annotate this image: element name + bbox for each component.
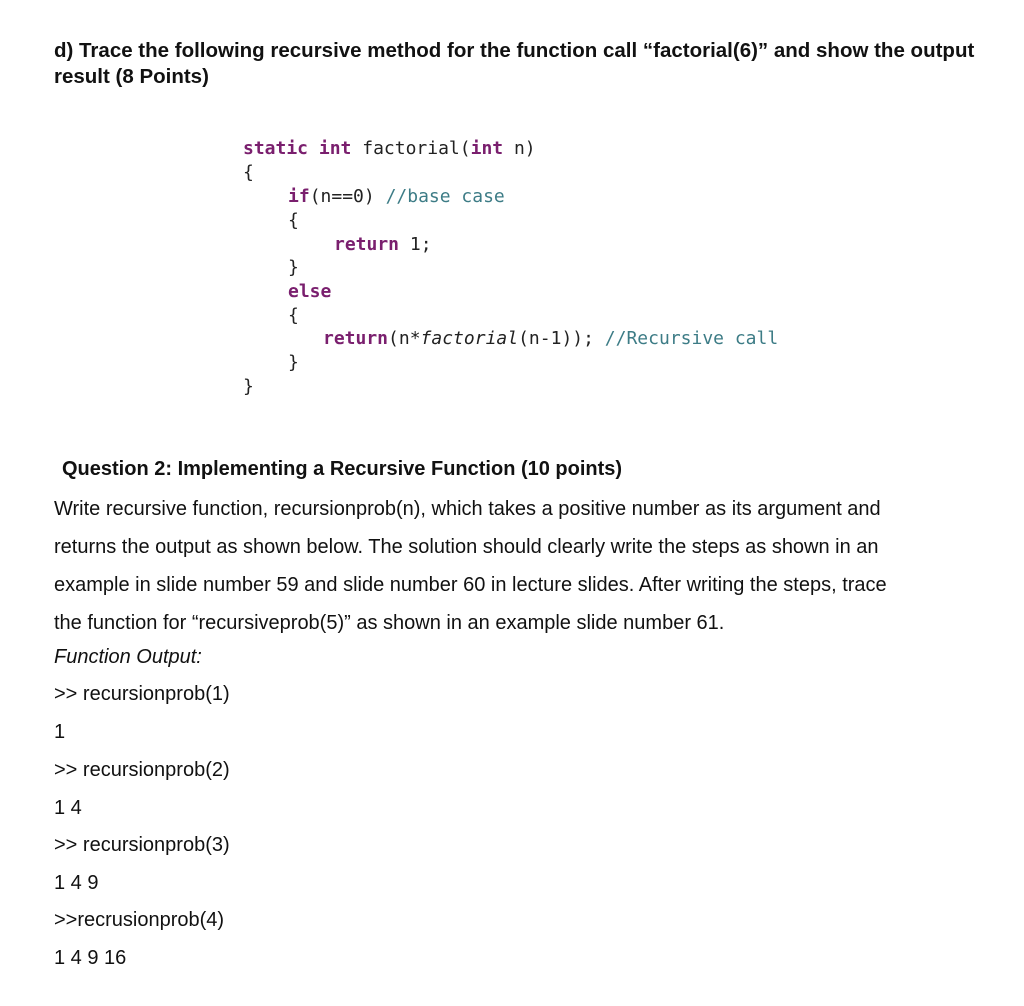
code-brace: } [288, 352, 299, 373]
code-keyword: return [334, 234, 400, 255]
output-command: >> recursionprob(3) [54, 834, 230, 856]
output-result: 1 4 9 [54, 872, 99, 894]
paragraph-line: returns the output as shown below. The solution should clearly write the steps as shown in an [54, 536, 879, 558]
code-keyword: else [288, 281, 332, 302]
code-brace: { [243, 162, 254, 183]
output-result: 1 4 9 16 [54, 947, 127, 969]
code-signature [243, 138, 536, 160]
code-keyword: if [288, 186, 310, 207]
output-result: 1 [54, 721, 66, 743]
output-command: >> recursionprob(2) [54, 759, 230, 781]
code-param: n) [513, 138, 536, 159]
code-function-name: factorial( [362, 138, 471, 159]
question-d-title: d) Trace the following recursive method for the function call “factorial(6)” and show the output result (8 Points) [54, 39, 975, 88]
code-keyword: static [243, 138, 309, 159]
code-if-line [288, 186, 505, 208]
code-value: 1; [409, 234, 432, 255]
code-keyword: int [470, 138, 504, 159]
code-brace: { [288, 210, 299, 231]
code-keyword: return [323, 328, 389, 349]
code-comment: //Recursive call [604, 328, 779, 349]
output-command: >> recursionprob(1) [54, 683, 230, 705]
question-2-title: Question 2: Implementing a Recursive Function (10 points) [62, 458, 623, 480]
code-return-recursive [323, 328, 778, 350]
code-expression: (n-1)); [518, 328, 594, 349]
paragraph-line: example in slide number 59 and slide number 60 in lecture slides. After writing the steps, trace [54, 574, 887, 596]
code-expression: (n* [388, 328, 421, 349]
output-command: >>recrusionprob(4) [54, 909, 225, 931]
function-output-label: Function Output: [54, 646, 202, 668]
code-brace: } [288, 257, 299, 278]
paragraph-line: the function for “recursiveprob(5)” as shown in an example slide number 61. [54, 612, 725, 634]
question-2-paragraph [54, 490, 994, 642]
code-else-line [288, 281, 331, 303]
paragraph-line: Write recursive function, recursionprob(n), which takes a positive number as its argument and [54, 498, 881, 520]
code-keyword: int [318, 138, 352, 159]
code-brace: { [288, 305, 299, 326]
code-brace: } [243, 376, 254, 397]
code-function-call: factorial [420, 328, 519, 349]
output-result: 1 4 [54, 797, 82, 819]
code-comment: //base case [385, 186, 505, 207]
code-condition: (n==0) [309, 186, 375, 207]
code-return-base [334, 234, 432, 256]
